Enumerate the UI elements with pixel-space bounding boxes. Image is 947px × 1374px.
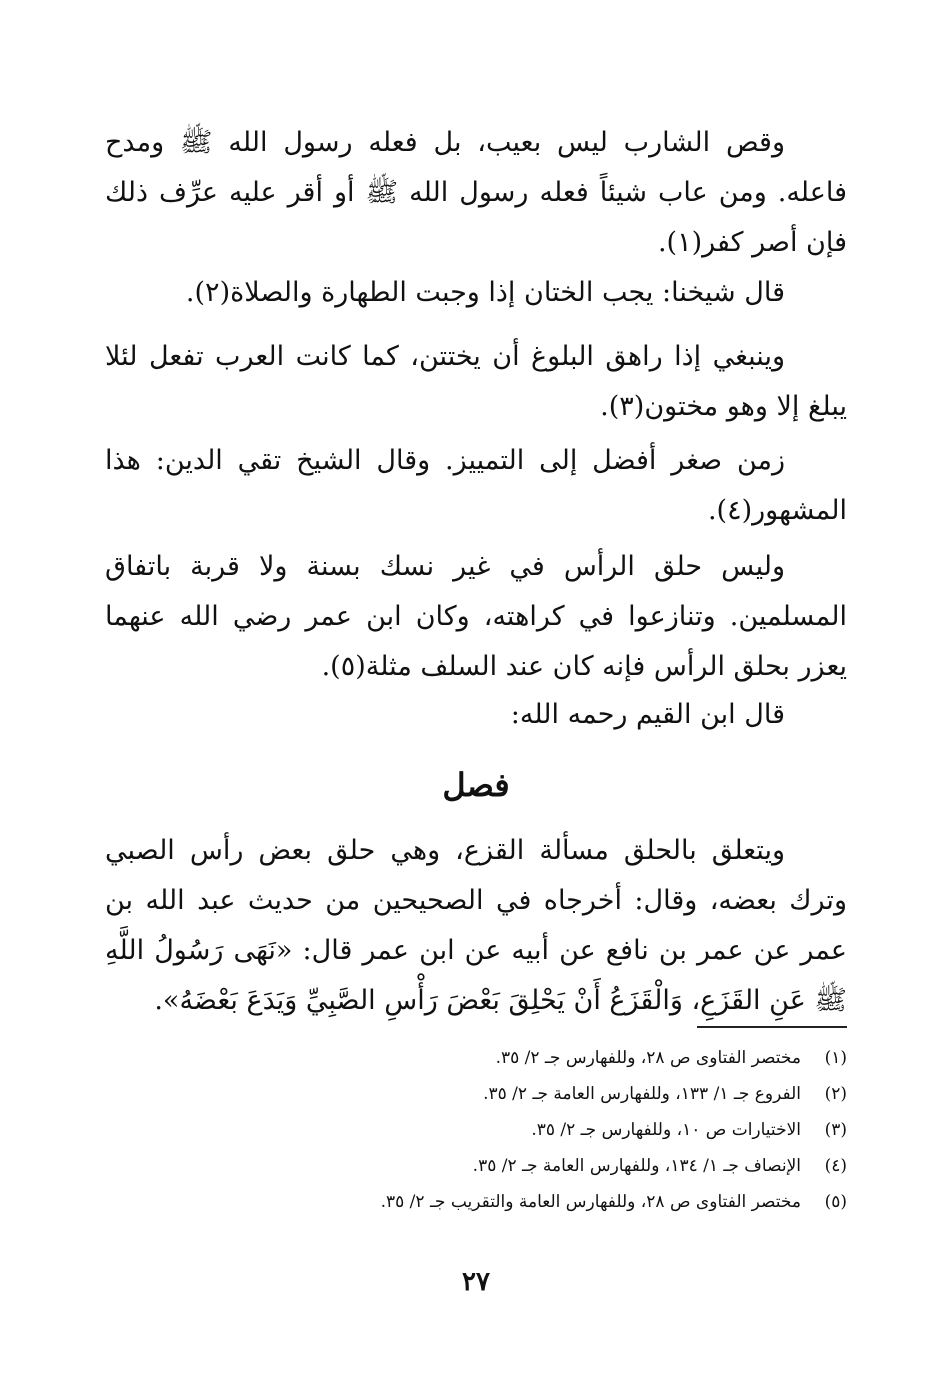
- footnote-4: [105, 1148, 847, 1184]
- section-heading: فصل: [442, 766, 510, 804]
- footnote-text: مختصر الفتاوى ص ٢٨، وللفهارس العامة والتقريب جـ ٢/ ٣٥.: [380, 1192, 801, 1212]
- footnote-number: (٥): [824, 1192, 847, 1212]
- paragraph-head-shaving: وليس حلق الرأس في غير نسك بسنة ولا قربة باتفاق المسلمين. وتنازعوا في كراهته، وكان ابن عمر رضي الله عنهما يعزر بحلق الرأس فإنه كان عند السلف مثلة(٥).: [105, 551, 847, 682]
- paragraph-ibn-qayyim: قال ابن القيم رحمه الله:: [510, 699, 785, 730]
- footnote-text: الإنصاف جـ ١/ ١٣٤، وللفهارس العامة جـ ٢/ ٣٥.: [472, 1156, 801, 1176]
- footnote-5: [105, 1184, 847, 1220]
- paragraph-circumcision: قال شيخنا: يجب الختان إذا وجبت الطهارة والصلاة(٢).: [185, 277, 785, 308]
- footnote-number: (١): [824, 1048, 847, 1068]
- paragraph-mustache: وقص الشارب ليس بعيب، بل فعله رسول الله ﷺ ومدح فاعله. ومن عاب شيئاً فعله رسول الله ﷺ أو أقر عليه عرِّف ذلك فإن أصر كفر(١).: [105, 127, 847, 258]
- footnotes: [105, 1040, 847, 1220]
- footnote-divider: [697, 1026, 847, 1028]
- footnote-1: [105, 1040, 847, 1076]
- paragraph-qaza: ويتعلق بالحلق مسألة القزع، وهي حلق بعض رأس الصبي وترك بعضه، وقال: أخرجاه في الصحيحين من حديث عبد الله بن عمر عن عمر بن نافع عن أبيه عن ابن عمر قال: «نَهَى رَسُولُ اللَّهِ ﷺ عَنِ القَزَعِ، وَالْقَزَعُ أَنْ يَحْلِقَ بَعْضَ رَأْسِ الصَّبِيِّ وَيَدَعَ بَعْضَهُ».: [105, 835, 847, 1016]
- footnote-2: [105, 1076, 847, 1112]
- footnote-number: (٢): [824, 1084, 847, 1104]
- footnote-text: الاختيارات ص ١٠، وللفهارس جـ ٢/ ٣٥.: [531, 1120, 801, 1140]
- footnote-number: (٤): [824, 1156, 847, 1176]
- footnote-text: الفروع جـ ١/ ١٣٣، وللفهارس العامة جـ ٢/ ٣٥.: [483, 1084, 801, 1104]
- footnote-3: [105, 1112, 847, 1148]
- paragraph-puberty: وينبغي إذا راهق البلوغ أن يختتن، كما كانت العرب تفعل لئلا يبلغ إلا وهو مختون(٣).: [105, 341, 847, 422]
- book-page: [105, 0, 847, 1374]
- page-number: ٢٧: [462, 1267, 490, 1297]
- footnote-number: (٣): [824, 1120, 847, 1140]
- paragraph-age: زمن صغر أفضل إلى التمييز. وقال الشيخ تقي الدين: هذا المشهور(٤).: [105, 445, 847, 526]
- footnote-text: مختصر الفتاوى ص ٢٨، وللفهارس جـ ٢/ ٣٥.: [495, 1048, 801, 1068]
